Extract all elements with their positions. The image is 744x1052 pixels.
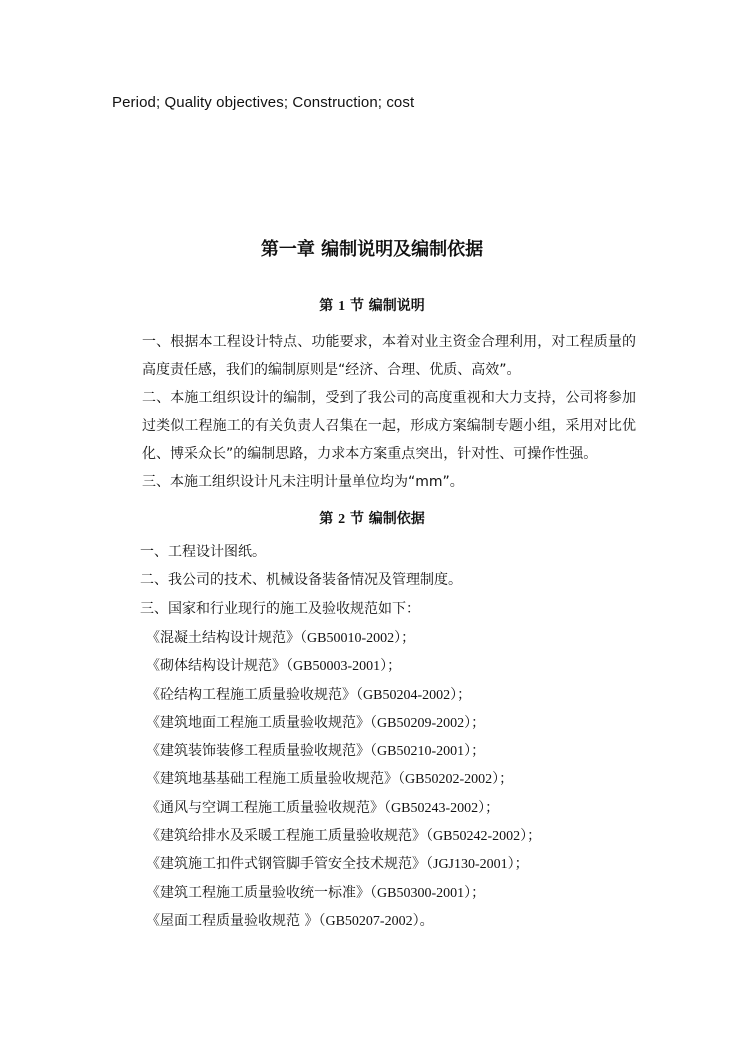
chapter-title: 第一章 编制说明及编制依据: [260, 239, 484, 260]
standard-code: （GB50204-2002）；: [356, 687, 472, 703]
standard-item: [146, 850, 541, 878]
standards-list: [146, 624, 541, 935]
standard-item: [146, 652, 541, 680]
standard-code: （GB50207-2002）。: [318, 913, 434, 929]
standard-code: （GB50243-2002）；: [384, 800, 500, 816]
standard-item: [146, 737, 541, 765]
section-1-title-number: 1: [338, 299, 346, 314]
paragraph-1: [112, 328, 636, 384]
standard-name: 《混凝土结构设计规范》: [146, 630, 300, 646]
standard-name: 《建筑工程施工质量验收统一标准》: [146, 884, 370, 901]
paragraph-3-text: 三、本施工组织设计凡未注明计量单位均为“mm”。: [142, 474, 464, 490]
standard-code: （GB50202-2002）；: [398, 772, 514, 788]
paragraph-1-text: 一、根据本工程设计特点、功能要求，本着对业主资金合理利用，对工程质量的高度责任感，我们的编制原则是“经济、合理、优质、高效”。: [142, 334, 636, 378]
standard-item: [146, 681, 541, 709]
standard-name: 《砌体结构设计规范》: [146, 658, 286, 675]
basis-item: 一、工程设计图纸。: [140, 544, 266, 560]
standard-name: 《建筑施工扣件式钢管脚手管安全技术规范》: [146, 856, 426, 873]
standard-code: （JGJ130-2001）；: [426, 857, 529, 873]
standard-code: （GB50003-2001）；: [286, 659, 402, 675]
standard-item: [146, 709, 541, 737]
section-1-title-text: 节 编制说明: [349, 298, 425, 314]
standard-name: 《砼结构工程施工质量验收规范》: [146, 686, 356, 703]
basis-item: 三、国家和行业现行的施工及验收规范如下：: [140, 600, 420, 617]
standard-name: 《建筑地基基础工程施工质量验收规范》: [146, 771, 398, 788]
standard-item: [146, 794, 541, 822]
section-2-title-prefix: 第: [319, 511, 334, 527]
paragraph-2-text: 二、本施工组织设计的编制，受到了我公司的高度重视和大力支持，公司将参加过类似工程施工的有关负责人召集在一起，形成方案编制专题小组，采用对比优化、博采众长”的编制思路，力求本方案重点突出，针对性、可操作性强。: [142, 390, 636, 462]
basis-list: [140, 538, 462, 623]
standard-name: 《建筑给排水及采暖工程施工质量验收规范》: [146, 828, 426, 845]
section-1-title-prefix: 第: [319, 298, 334, 314]
basis-item: 二、我公司的技术、机械设备装备情况及管理制度。: [140, 572, 462, 589]
standard-code: （GB50300-2001）；: [370, 885, 486, 901]
standard-name: 《屋面工程质量验收规范 》: [146, 912, 319, 929]
standard-item: [146, 907, 541, 935]
standard-code: （GB50242-2002）；: [426, 829, 542, 845]
standard-name: 《通风与空调工程施工质量验收规范》: [146, 799, 384, 816]
section-2-title-text: 节 编制依据: [349, 511, 425, 527]
standard-code: （GB50010-2002）；: [300, 631, 416, 646]
section-2-title-number: 2: [338, 512, 346, 527]
standard-item: [146, 765, 541, 793]
standard-code: （GB50210-2001）；: [370, 744, 486, 760]
section-1-title: [0, 295, 744, 315]
standard-name: 《建筑地面工程施工质量验收规范》: [146, 714, 370, 731]
english-keywords: Period; Quality objectives; Construction; cost: [112, 94, 415, 111]
paragraph-3: [112, 468, 636, 496]
standard-name: 《建筑装饰装修工程质量验收规范》: [146, 743, 370, 760]
standard-code: （GB50209-2002）；: [370, 715, 486, 731]
standard-item: [146, 624, 541, 652]
standard-item: [146, 879, 541, 907]
paragraph-2: [112, 384, 636, 468]
standard-item: [146, 822, 541, 850]
section-2-title: [0, 508, 744, 528]
